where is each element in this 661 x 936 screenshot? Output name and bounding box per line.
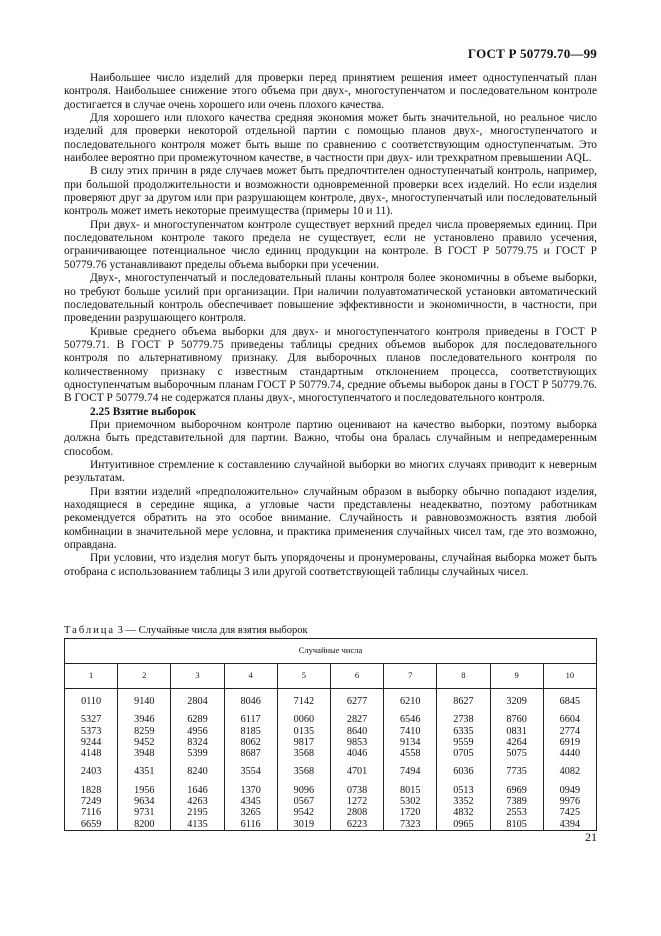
table-cell: 4832 xyxy=(437,807,490,818)
table-caption xyxy=(64,625,308,636)
table-cell: 0949 xyxy=(543,785,596,796)
table-cell: 6116 xyxy=(224,819,277,831)
paragraph: Интуитивное стремление к составлению случайной выборки во многих случаях приводит к неверным результатам. xyxy=(64,458,597,485)
table-cell: 9452 xyxy=(118,737,171,748)
table-cell: 6277 xyxy=(330,696,383,707)
table-cell: 8640 xyxy=(330,726,383,737)
table-cell: 0705 xyxy=(437,748,490,759)
spacer-cell xyxy=(437,759,490,766)
table-cell: 0135 xyxy=(277,726,330,737)
column-number-cell: 1 xyxy=(65,664,118,689)
table-cell: 7116 xyxy=(65,807,118,818)
table-cell: 3948 xyxy=(118,748,171,759)
table-row xyxy=(65,696,597,707)
table-cell: 7249 xyxy=(65,796,118,807)
table-cell: 2827 xyxy=(330,714,383,725)
table-cell: 3568 xyxy=(277,766,330,777)
table-cell: 4351 xyxy=(118,766,171,777)
table-cell: 6036 xyxy=(437,766,490,777)
paragraph: При приемочном выборочном контроле партию оценивают на качество выборки, поэтому выборка должна быть представительной для партии. Важно, чтобы она бралась случайным и непредамеренным способом. xyxy=(64,418,597,458)
table-cell: 8046 xyxy=(224,696,277,707)
table-cell: 9817 xyxy=(277,737,330,748)
spacer-cell xyxy=(65,778,118,785)
table-cell: 9976 xyxy=(543,796,596,807)
spacer-cell xyxy=(224,778,277,785)
table-cell: 9542 xyxy=(277,807,330,818)
table-cell: 8259 xyxy=(118,726,171,737)
table-cell: 9559 xyxy=(437,737,490,748)
table-cell: 1646 xyxy=(171,785,224,796)
table-cell: 5327 xyxy=(65,714,118,725)
table-cell: 6117 xyxy=(224,714,277,725)
table-cell: 4345 xyxy=(224,796,277,807)
spacer-cell xyxy=(224,689,277,697)
paragraph: В силу этих причин в ряде случаев может быть предпочтителен одноступенчатый контроль, например, при большой продолжительности и возможности одновременной проверки всех изделий. Но если изделия проверяют друг за другом или при разрушающем контроле, двух-, многоступенчатый или последовательный контроль может иметь некоторые преимущества (примеры 10 и 11). xyxy=(64,165,597,218)
table-row xyxy=(65,748,597,759)
table-cell: 9244 xyxy=(65,737,118,748)
table-cell: 4558 xyxy=(384,748,437,759)
spacer-cell xyxy=(277,778,330,785)
spacer-cell xyxy=(384,778,437,785)
spacer-cell xyxy=(224,759,277,766)
table-cell: 6335 xyxy=(437,726,490,737)
table-cell: 2553 xyxy=(490,807,543,818)
spacer-cell xyxy=(543,778,596,785)
section-heading: 2.25 Взятие выборок xyxy=(90,405,197,418)
table-cell: 9853 xyxy=(330,737,383,748)
table-cell: 6919 xyxy=(543,737,596,748)
table-cell: 1956 xyxy=(118,785,171,796)
paragraph: Наибольшее число изделий для проверки перед принятием решения имеет одноступенчатый план контроля. Наибольшее снижение этого объема при двух-, многоступенчатом и последовательном контроле достигается в случае очень хорошего или очень плохого качества. xyxy=(64,72,597,111)
table-cell: 8105 xyxy=(490,819,543,831)
table-cell: 6604 xyxy=(543,714,596,725)
group-spacer-row xyxy=(65,689,597,697)
table-cell: 2808 xyxy=(330,807,383,818)
table-cell: 3352 xyxy=(437,796,490,807)
table-cell: 8240 xyxy=(171,766,224,777)
column-number-cell: 6 xyxy=(330,664,383,689)
spacer-cell xyxy=(118,689,171,697)
spacer-cell xyxy=(65,707,118,714)
column-number-cell: 4 xyxy=(224,664,277,689)
table-cell: 8760 xyxy=(490,714,543,725)
table-cell: 6845 xyxy=(543,696,596,707)
spacer-cell xyxy=(65,689,118,697)
table-caption-label: Таблица xyxy=(64,625,116,636)
table-cell: 5075 xyxy=(490,748,543,759)
spacer-cell xyxy=(277,689,330,697)
table-cell: 1828 xyxy=(65,785,118,796)
table-cell: 6659 xyxy=(65,819,118,831)
table-cell: 8062 xyxy=(224,737,277,748)
table-cell: 9140 xyxy=(118,696,171,707)
spacer-cell xyxy=(171,759,224,766)
column-number-row xyxy=(65,664,597,689)
table-cell: 7494 xyxy=(384,766,437,777)
table-cell: 9134 xyxy=(384,737,437,748)
table-cell: 3019 xyxy=(277,819,330,831)
table-cell: 5302 xyxy=(384,796,437,807)
paragraph: При условии, что изделия могут быть упорядочены и пронумерованы, случайная выборка может быть отобрана с использованием таблицы 3 или другой соответствующей таблицы случайных чисел. xyxy=(64,552,597,578)
table-cell: 6223 xyxy=(330,819,383,831)
table-cell: 1370 xyxy=(224,785,277,796)
spacer-cell xyxy=(437,707,490,714)
group-spacer-row xyxy=(65,759,597,766)
table-cell: 9096 xyxy=(277,785,330,796)
table-cell: 2403 xyxy=(65,766,118,777)
table-caption-title: 3 — Случайные числа для взятия выборок xyxy=(117,625,308,636)
column-number-cell: 5 xyxy=(277,664,330,689)
table-group-header: Случайные числа xyxy=(65,639,597,664)
column-number-cell: 2 xyxy=(118,664,171,689)
group-spacer-row xyxy=(65,707,597,714)
column-number-cell: 9 xyxy=(490,664,543,689)
table-cell: 0831 xyxy=(490,726,543,737)
group-spacer-row xyxy=(65,778,597,785)
table-cell: 6289 xyxy=(171,714,224,725)
spacer-cell xyxy=(543,759,596,766)
table-row xyxy=(65,819,597,831)
table-cell: 4135 xyxy=(171,819,224,831)
table-cell: 4148 xyxy=(65,748,118,759)
body-text xyxy=(64,72,597,579)
spacer-cell xyxy=(384,689,437,697)
spacer-cell xyxy=(490,707,543,714)
spacer-cell xyxy=(118,707,171,714)
table-cell: 7735 xyxy=(490,766,543,777)
table-cell: 3946 xyxy=(118,714,171,725)
page-number: 21 xyxy=(585,830,597,844)
paragraph: При взятии изделий «предположительно» случайным образом в выборку обычно попадают изделия, находящиеся в середине ящика, а угловые части представлены неадекватно, поэтому работникам рекомендуется обратить на это особое внимание. Случайность и равновозможность взятия любой комбинации в значительной мере условна, и практика применения случайных чисел там, где это возможно, оправдана. xyxy=(64,485,597,552)
table-cell: 3568 xyxy=(277,748,330,759)
table-cell: 1272 xyxy=(330,796,383,807)
table-cell: 5399 xyxy=(171,748,224,759)
table-cell: 4440 xyxy=(543,748,596,759)
spacer-cell xyxy=(171,707,224,714)
table-cell: 2774 xyxy=(543,726,596,737)
table-cell: 2804 xyxy=(171,696,224,707)
spacer-cell xyxy=(330,759,383,766)
table-cell: 5373 xyxy=(65,726,118,737)
spacer-cell xyxy=(330,707,383,714)
spacer-cell xyxy=(384,707,437,714)
spacer-cell xyxy=(437,689,490,697)
spacer-cell xyxy=(118,759,171,766)
table-cell: 7389 xyxy=(490,796,543,807)
table-cell: 4394 xyxy=(543,819,596,831)
table-cell: 3265 xyxy=(224,807,277,818)
spacer-cell xyxy=(224,707,277,714)
paragraph: Для хорошего или плохого качества средняя экономия может быть значительной, но реальное число изделий для проверки некоторой отдельной партии с помощью планов двух-, многоступенчатого и последовательного контроля может быть выше по сравнению с соответствующим одноступенчатым. Это наиболее вероятно при промежуточном качестве, в частности при двух- или трехкратном превышении AQL. xyxy=(64,112,597,165)
table-cell: 1720 xyxy=(384,807,437,818)
column-number-cell: 3 xyxy=(171,664,224,689)
table-cell: 6969 xyxy=(490,785,543,796)
spacer-cell xyxy=(490,759,543,766)
column-number-cell: 7 xyxy=(384,664,437,689)
table-cell: 9731 xyxy=(118,807,171,818)
spacer-cell xyxy=(277,759,330,766)
table-cell: 4082 xyxy=(543,766,596,777)
table-cell: 0965 xyxy=(437,819,490,831)
table-row xyxy=(65,785,597,796)
table-cell: 3554 xyxy=(224,766,277,777)
paragraph: Кривые среднего объема выборки для двух- и многоступенчатого контроля приведены в ГОСТ Р 50779.71. В ГОСТ Р 50779.75 приведены таблицы средних объемов выборок для последовательного контроля по альтернативному признаку. Для выборочных планов последовательного контроля по количественному признаку с известным стандартным отклонением процесса, соответствующих одноступенчатым выборочным планам ГОСТ Р 50779.74, средние объемы выборок даны в ГОСТ Р 50779.76. В ГОСТ Р 50779.74 не содержатся планы двух-, многоступенчатого и последовательного контроля. xyxy=(64,325,597,405)
spacer-cell xyxy=(543,707,596,714)
paragraph: Двух-, многоступенчатый и последовательный планы контроля более экономичны в объеме выборки, но требуют больше усилий при организации. При наличии полуавтоматической установки автоматический последовательный контроль обеспечивает повышение эффективности и экономичности, в частности, при проведении разрушающего контроля. xyxy=(64,272,597,325)
spacer-cell xyxy=(543,689,596,697)
table-cell: 0060 xyxy=(277,714,330,725)
table-cell: 3209 xyxy=(490,696,543,707)
paragraph: При двух- и многоступенчатом контроле существует верхний предел числа проверяемых единиц. При последовательном контроле такого предела не существует, если не установлено правило усечения, ограничивающее потенциальное число единиц продукции на контроле. В ГОСТ Р 50779.75 и ГОСТ Р 50779.76 устанавливают пределы объема выборки при усечении. xyxy=(64,218,597,271)
column-number-cell: 8 xyxy=(437,664,490,689)
table-cell: 6546 xyxy=(384,714,437,725)
table-cell: 4956 xyxy=(171,726,224,737)
table-cell: 0738 xyxy=(330,785,383,796)
spacer-cell xyxy=(330,689,383,697)
table-cell: 7323 xyxy=(384,819,437,831)
table-cell: 8687 xyxy=(224,748,277,759)
table-cell: 8200 xyxy=(118,819,171,831)
spacer-cell xyxy=(490,778,543,785)
spacer-cell xyxy=(490,689,543,697)
table-cell: 2195 xyxy=(171,807,224,818)
table-row xyxy=(65,766,597,777)
spacer-cell xyxy=(330,778,383,785)
table-cell: 8324 xyxy=(171,737,224,748)
spacer-cell xyxy=(171,778,224,785)
spacer-cell xyxy=(65,759,118,766)
spacer-cell xyxy=(384,759,437,766)
table-cell: 4046 xyxy=(330,748,383,759)
table-cell: 8015 xyxy=(384,785,437,796)
table-cell: 7425 xyxy=(543,807,596,818)
table-row xyxy=(65,714,597,725)
table-cell: 8627 xyxy=(437,696,490,707)
table-cell: 4263 xyxy=(171,796,224,807)
spacer-cell xyxy=(171,689,224,697)
table-row xyxy=(65,807,597,818)
table-row xyxy=(65,796,597,807)
table-cell: 8185 xyxy=(224,726,277,737)
table-row xyxy=(65,726,597,737)
table-cell: 6210 xyxy=(384,696,437,707)
table-cell: 4701 xyxy=(330,766,383,777)
table-cell: 0513 xyxy=(437,785,490,796)
standard-header: ГОСТ Р 50779.70—99 xyxy=(467,46,597,61)
table-cell: 2738 xyxy=(437,714,490,725)
table-cell: 0567 xyxy=(277,796,330,807)
column-number-cell: 10 xyxy=(543,664,596,689)
spacer-cell xyxy=(277,707,330,714)
table-cell: 7142 xyxy=(277,696,330,707)
spacer-cell xyxy=(118,778,171,785)
table-cell: 0110 xyxy=(65,696,118,707)
table-cell: 9634 xyxy=(118,796,171,807)
spacer-cell xyxy=(437,778,490,785)
table-row xyxy=(65,737,597,748)
table-body xyxy=(65,689,597,831)
random-numbers-table xyxy=(64,638,597,831)
table-cell: 7410 xyxy=(384,726,437,737)
table-cell: 4264 xyxy=(490,737,543,748)
